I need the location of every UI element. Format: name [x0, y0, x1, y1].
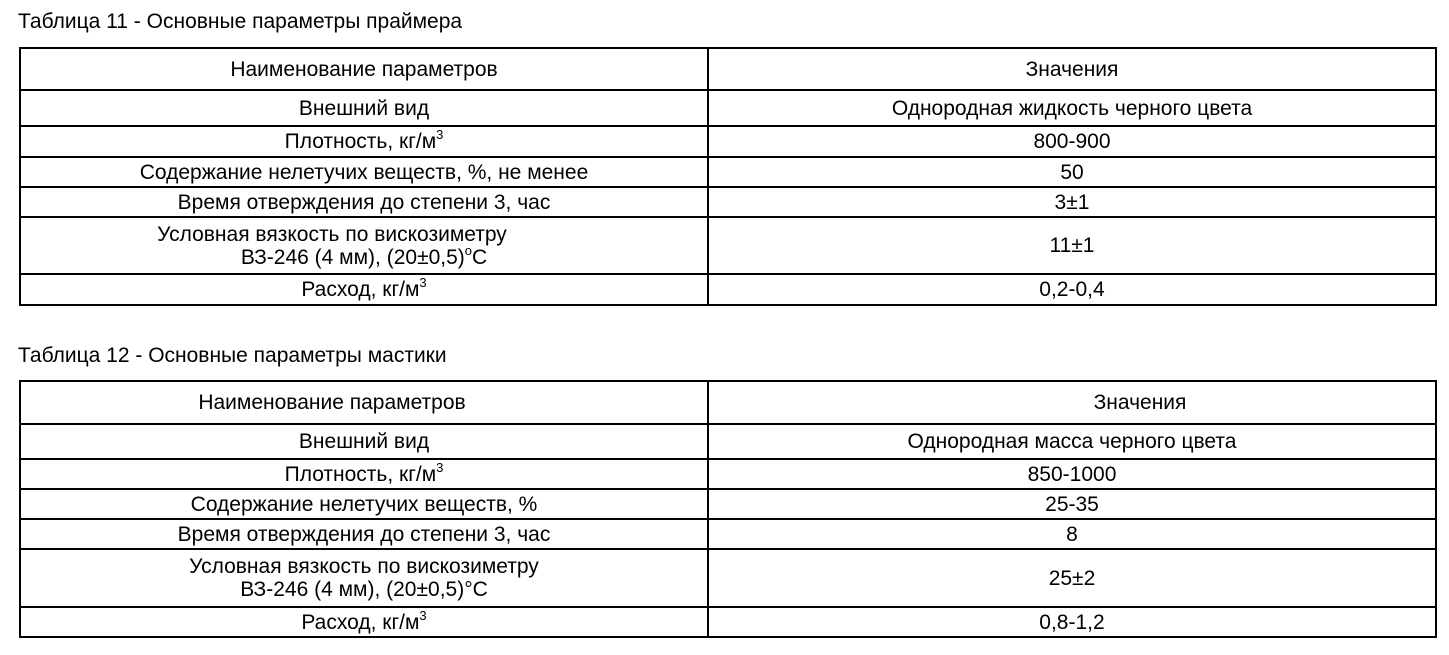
parameter-value: Однородная жидкость черного цвета [891, 96, 1253, 120]
parameter-value: 25-35 [1045, 492, 1099, 516]
table-header-row [20, 381, 1436, 424]
parameter-value: 0,2-0,4 [1039, 278, 1105, 301]
table-row [20, 549, 1436, 607]
table-row [20, 274, 1436, 305]
parameter-cell [20, 424, 708, 459]
table-row [20, 187, 1436, 217]
table-row [20, 607, 1436, 637]
parameter-name: Время отверждения до степени 3, час [177, 190, 551, 214]
header-cell-parameter [20, 381, 708, 424]
parameter-name: Время отверждения до степени 3, час [177, 522, 551, 546]
parameter-cell [20, 90, 708, 126]
parameter-cell [20, 126, 708, 157]
value-cell [708, 519, 1436, 549]
table-caption: Таблица 12 - Основные параметры мастики [18, 344, 447, 367]
table-header-row [20, 48, 1436, 90]
parameter-cell [20, 607, 708, 637]
parameter-name: Расход, кг/м [301, 278, 420, 301]
parameter-cell [20, 519, 708, 549]
parameter-cell [20, 274, 708, 305]
value-cell [708, 607, 1436, 637]
parameter-name: Плотность, кг/м [284, 462, 437, 486]
header-label: Значения [1093, 391, 1187, 414]
header-cell-value [708, 48, 1436, 90]
value-cell [708, 90, 1436, 126]
table-row [20, 519, 1436, 549]
parameter-name: Условная вязкость по вискозиметру [189, 555, 539, 578]
parameter-name-text: С [472, 245, 488, 269]
table-row [20, 459, 1436, 489]
parameter-cell [20, 157, 708, 187]
value-cell [708, 459, 1436, 489]
parameter-cell [20, 187, 708, 217]
value-cell [708, 424, 1436, 459]
value-cell [708, 126, 1436, 157]
value-cell [708, 274, 1436, 305]
value-cell [708, 489, 1436, 519]
parameter-name: Внешний вид [298, 96, 430, 120]
parameter-name: Плотность, кг/м [284, 130, 437, 153]
parameter-value: 850-1000 [1027, 462, 1117, 486]
header-label: Наименование параметров [230, 57, 498, 81]
superscript: 3 [419, 607, 427, 623]
value-cell [708, 187, 1436, 217]
parameter-value: 25±2 [1048, 566, 1096, 590]
parameter-value: 50 [1060, 160, 1084, 184]
table-row [20, 489, 1436, 519]
parameter-cell [20, 217, 708, 274]
parameter-value: 800-900 [1033, 130, 1111, 153]
table-row [20, 424, 1436, 459]
parameter-value: 8 [1066, 522, 1078, 546]
parameter-name: Содержание нелетучих веществ, % [190, 492, 538, 516]
superscript: 3 [436, 127, 444, 142]
parameter-name-line2: ВЗ-246 (4 мм), (20±0,5)°С [240, 578, 488, 601]
parameter-value: 11±1 [1049, 234, 1095, 257]
parameter-cell [20, 549, 708, 607]
superscript: 3 [436, 459, 444, 475]
parameter-value: 0,8-1,2 [1039, 610, 1105, 634]
parameter-cell [20, 489, 708, 519]
superscript: o [464, 242, 473, 258]
header-cell-value [708, 381, 1436, 424]
value-cell [708, 157, 1436, 187]
header-label: Значения [1025, 57, 1119, 81]
table-row [20, 90, 1436, 126]
table-row [20, 217, 1436, 274]
table-caption: Таблица 11 - Основные параметры праймера [18, 10, 463, 33]
parameter-value: 3±1 [1054, 190, 1090, 214]
header-cell-parameter [20, 48, 708, 90]
parameter-cell [20, 459, 708, 489]
primer-parameters-table [19, 47, 1437, 306]
parameter-name: Содержание нелетучих веществ, %, не менее [139, 160, 589, 184]
table-row [20, 126, 1436, 157]
mastic-parameters-table [19, 380, 1437, 638]
value-cell [708, 217, 1436, 274]
parameter-name: Условная вязкость по вискозиметру [157, 222, 507, 246]
parameter-name-text: ВЗ-246 (4 мм), (20±0,5) [240, 245, 465, 269]
parameter-name-line2 [25, 242, 703, 269]
header-label: Наименование параметров [198, 391, 466, 414]
parameter-value: Однородная масса черного цвета [907, 430, 1237, 453]
parameter-name: Внешний вид [298, 430, 430, 453]
parameter-name: Расход, кг/м [301, 610, 420, 634]
table-row [20, 157, 1436, 187]
superscript: 3 [419, 275, 427, 290]
value-cell [708, 549, 1436, 607]
